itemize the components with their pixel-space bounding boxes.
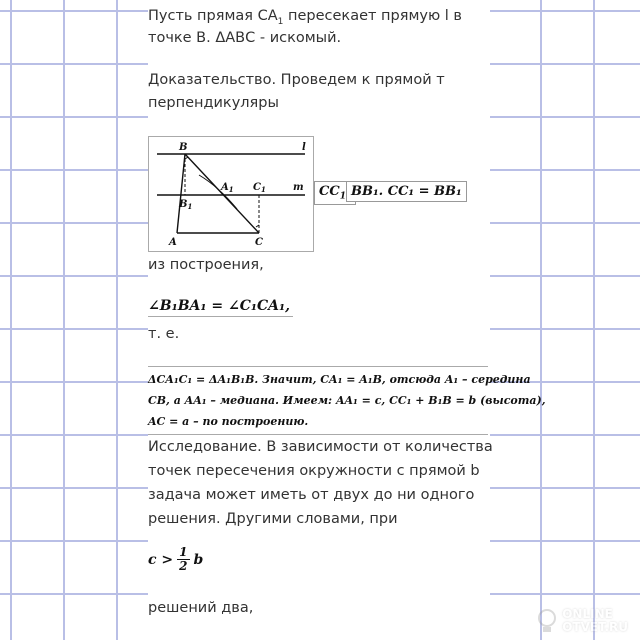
watermark-line-2: OTVET.RU [562,620,628,634]
watermark-logo [536,608,628,634]
text-line-4: перпендикуляры [148,95,279,111]
fraction-denominator: 2 [179,559,188,573]
text-line-10: решения. Другими словами, при [148,511,398,527]
diagram-svg [149,137,313,251]
text-line-5: из построения, [148,257,264,273]
inequality-left: c > [148,551,174,568]
label-b: B [179,142,188,153]
label-l: l [302,142,306,153]
formula-cc1: $CC_1$ [314,181,356,205]
formula-angle-equality: ∠B₁BA₁ = ∠C₁CA₁, [148,297,293,317]
segment-ba [177,154,185,233]
geometry-diagram [148,136,314,252]
watermark-text [562,608,628,634]
lightbulb-icon [536,608,558,634]
watermark-line-1: ONLINE [562,607,613,621]
formula-bb1-cc1: BB₁. CC₁ = BB₁ [346,181,467,202]
label-a1: $A_1$ [221,182,234,194]
fraction [177,546,189,573]
formula-inequality [148,546,203,573]
text-line-7: Исследование. В зависимости от количества [148,439,493,455]
inequality-right: b [193,551,204,568]
text-line-9: задача может иметь от двух до ни одного [148,487,475,503]
fraction-numerator: 1 [179,545,188,559]
label-c1: $C_1$ [253,182,266,194]
formula-block [148,366,546,435]
label-a: A [169,237,177,248]
text-line-8: точек пересечения окружности с прямой b [148,463,480,479]
text-line-2: точке В. ΔАВС - искомый. [148,30,342,46]
formula-block-line-2: CB, а AA₁ – медиана. Имеем: AA₁ = c, CC₁ + B₁B = b (высота), [148,394,546,407]
text-line-3: Доказательство. Проведем к прямой т [148,72,445,88]
text-line-1: Пусть прямая $СА_1$ пересекает прямую l в [148,8,462,27]
formula-block-line-3: AC = a – по построению. [148,415,309,428]
text-line-6: т. е. [148,326,180,342]
label-c: C [255,237,263,248]
segment-bc [185,154,259,233]
formula-block-line-1: ΔCA₁C₁ = ΔA₁B₁B. Значит, CA₁ = A₁B, отсюда A₁ – середина [148,373,531,386]
text-line-11: решений два, [148,600,254,616]
angle-mark-b [185,157,188,159]
document-page [148,0,546,640]
label-m: m [293,182,304,193]
label-b1: $B_1$ [179,199,193,211]
